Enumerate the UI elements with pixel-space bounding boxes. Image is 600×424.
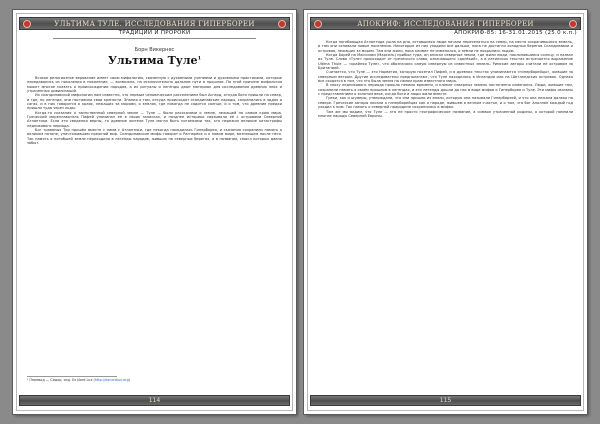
banner-title: АПОКРИФ: ИССЛЕДОВАНИЯ ГИПЕРБОРЕИ bbox=[357, 19, 534, 28]
footnote bbox=[27, 376, 131, 382]
footer-bar bbox=[19, 395, 290, 406]
article-body bbox=[318, 40, 573, 374]
footer-bar bbox=[310, 395, 581, 406]
section-heading: АПОКРИФ-85: 16-31.01.2015 (25.0 к.п.) bbox=[454, 30, 577, 36]
paragraph: Когда погибающая Атлантида ушла на дно, оставшиеся люди начали переселяться на север, на места сохранившихся земель, и там они основали новые поселения. Некоторые из них уходили всё дальше, пока не достигли холодных берегов Скандинавии и островов, лежащих за морем. Там они жили, пока климат не изменился, и земли не покрылись льдом. bbox=[318, 40, 573, 53]
footnote-text: ¹ Перевод — Сидор, изд. Ex Nord Lux ( bbox=[27, 378, 95, 382]
paragraph: Бог травяных Тор пришёл вместе с ними с Атлантики, где некогда находилась Гиперборея, и сказания сохранили память о великом потопе, уничтожившем прежний мир. Скандинавские мифы говорят о Рагнарёке и о новом мире, возникшем после него. Так память о погибшей земле переходила в легенды народов, живших на северных берегах, и в названия, смысл которых давно забыт. bbox=[27, 128, 282, 146]
divider bbox=[53, 38, 256, 39]
right-page bbox=[304, 10, 587, 414]
paragraph: Когда Борей на Массилии (Марсель) прибыл туда, он описал северные земли, где жили люди, поклонявшиеся солнцу, и назвал их Туле. Слово «Туле» происходит от греческого слова, означающего «далёкий», а в латинских текстах встречается выражение Ultima Thule — «крайняя Туле», что обозначало самую северную из известных земель. Римские авторы считали её островом за Британией. bbox=[318, 53, 573, 71]
footnote-marker: 1 bbox=[197, 55, 202, 62]
paragraph: Их скандинавской мифологии нам известно, что первым человеческим расселением был Асгард, откуда боги пришли на север, и где, по легенде, они поставили свои крепости. Знания о том, откуда происходят скандинавские народы, сохранились в эддах и сагах, и в них говорится о краях, лежащих за морями, о землях, где никогда не садится солнце, и о том, что древние предки пришли туда через льды. bbox=[27, 93, 282, 111]
header-banner bbox=[310, 17, 581, 30]
footnote-link[interactable]: http://exnordlux.org bbox=[94, 378, 129, 382]
left-page bbox=[13, 10, 296, 414]
page-number: 115 bbox=[439, 397, 452, 404]
paragraph: Греки, как и шумеры, утверждали, что они пришли из земли, которую они называли Гипербореей, и что она лежала далеко на севере. Греческие авторы писали о гиперборейцах как о народе, жившем в вечном счастье, и о том, что бог Аполлон каждый год уходил к ним. Так память о северной прародине сохранилась в мифах. bbox=[318, 96, 573, 110]
ornament-icon bbox=[569, 20, 577, 28]
paragraph: Считается, что Туле — это Норвегия, которую посетил Пифей, и в древних текстах упоминаются «гиперборейцы», жившие за северным ветром. Другие исследователи предполагают, что Туле находилась в Исландии или на Шетландских островах. Однако все сходятся в том, что это была земля на самом краю известного мира. bbox=[318, 70, 573, 84]
article-title bbox=[13, 54, 296, 67]
ornament-icon bbox=[278, 20, 286, 28]
paragraph: Там же мы видим, что Туле — это не просто географическое название, а символ утраченной родины, о которой помнили многие народы Северной Европы. bbox=[318, 109, 573, 118]
header-banner bbox=[19, 17, 290, 30]
paragraph: Когда-то сказания о таинственной северной земле — Туле — были рассказами о земле, лежащей на самом краю мира. Греческий мореплаватель Пифей упоминал её в своих записках, и позднее историки связывали её с островами Северной Атлантики. Если эти сведения верны, то древние жители Туле могли быть потомками тех, кто пережил великие катастрофы ледникового периода. bbox=[27, 110, 282, 128]
ornament-icon bbox=[314, 20, 322, 28]
paragraph: Всякое религиозное верование имеет свою мифологию, связанную с духовными учениями и духовными практиками, которые передавались из поколения в поколение, — возможно, на исключительно дальние пути в прошлое. По этой причине мифология может многое сказать о происхождении народов, а их ритуалы и легенды дают материал для исследования древних эпох и утраченных цивилизаций. bbox=[27, 76, 282, 94]
title-text: Ультима Туле bbox=[107, 54, 198, 67]
banner-title: УЛЬТИМА ТУЛЕ. ИССЛЕДОВАНИЯ ГИПЕРБОРЕИ bbox=[54, 19, 255, 28]
section-heading: ТРАДИЦИИ И ПРОРОКИ bbox=[118, 30, 191, 36]
footnote-end: ) bbox=[128, 378, 131, 382]
article-body bbox=[27, 76, 282, 373]
article-author: Борн Викернес bbox=[134, 47, 175, 53]
paragraph: В эпоху ледникового периода прошло немало времени, и климат северных земель постепенно изменялся. Люди, жившие там, сохранили память о своём прошлом в легендах, и эти легенды дошли до нас в виде мифов о Гиперборее и Туле. Эти мифы связаны с представлением о золотом веке, когда боги и люди жили вместе. bbox=[318, 83, 573, 97]
page-number: 114 bbox=[148, 397, 161, 404]
ornament-icon bbox=[23, 20, 31, 28]
